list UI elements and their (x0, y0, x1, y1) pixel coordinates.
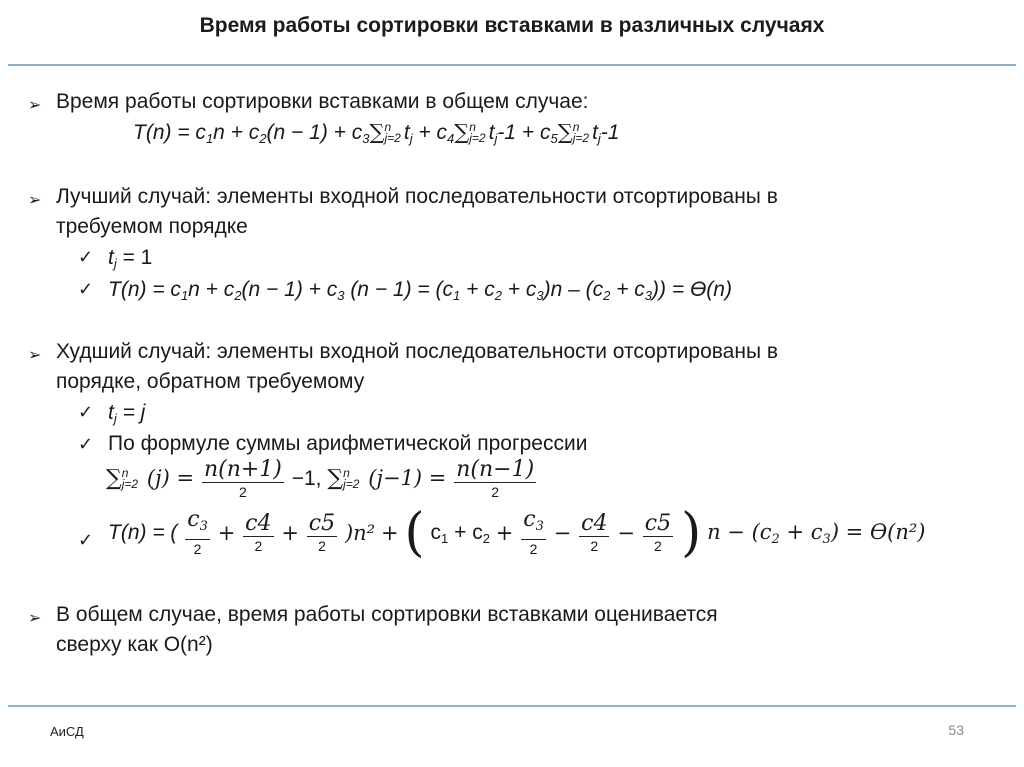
arithmetic-progression-note: По формуле суммы арифметической прогрессии (108, 432, 588, 455)
check-icon: ✓ (78, 434, 94, 454)
page-number: 53 (948, 722, 964, 738)
arrow-bullet-icon: ➢ (28, 610, 42, 627)
check-icon: ✓ (78, 279, 94, 299)
conclusion-line2: сверху как O(n²) (56, 633, 213, 656)
best-case-formula: $T(n) = c_1n + c_2(n - 1) + c_3$ $(n - 1) = (c_1 + c_2 + c_3)n - (c_2 + c_3)) = Ө(n)$ (108, 278, 732, 303)
general-case-formula: $T(n) = c_1n + c_2(n - 1) + c_3\sum$ n j=2 $t_j + c_4\sum$ n j=2 $t_j-1 + c_5\sum$ n j=2 $t_j-1$ (133, 120, 620, 146)
best-case-line1: Лучший случай: элементы входной последовательности отсортированы в (56, 185, 778, 208)
footer-course: АиСД (50, 724, 84, 739)
arrow-bullet-icon: ➢ (28, 347, 42, 364)
worst-case-tj: $t_j = j$ (108, 401, 146, 426)
check-icon: ✓ (78, 402, 94, 422)
progression-sums: ∑ n j=2 (j) = $\frac{n(n+1)}{2}$ −1, ∑ n j=2 (j−1) = $\frac{n(n-1)}{2}$ (106, 457, 535, 500)
worst-case-line2: порядке, обратном требуемому (56, 370, 365, 393)
best-case-tj: $t_j = 1$ (108, 246, 153, 271)
conclusion-line1: В общем случае, время работы сортировки вставками оценивается (56, 603, 718, 626)
worst-case-line1: Худший случай: элементы входной последовательности отсортированы в (56, 340, 779, 363)
best-case-line2: требуемом порядке (56, 215, 248, 238)
check-icon: ✓ (78, 530, 94, 550)
bottom-divider (8, 705, 1016, 707)
bullet-general-case: Время работы сортировки вставками в общем случае: (56, 90, 589, 113)
check-icon: ✓ (78, 247, 94, 267)
worst-case-formula: T(n) = ( $\frac{c_3}{2}$ + $\frac{c4}{2}$ + $\frac{c5}{2}$ )n² + ( $c_1 + c_2$ + $\frac{c_3}{2}$ − $\frac{c4}{2}$ − $\frac{c5}{2}$ ) $n - (c_2 + c_3) = Ө(n^2)$ (108, 503, 926, 563)
arrow-bullet-icon: ➢ (28, 192, 42, 209)
slide-title: Время работы сортировки вставками в различных случаях (199, 14, 825, 37)
arrow-bullet-icon: ➢ (28, 97, 42, 114)
